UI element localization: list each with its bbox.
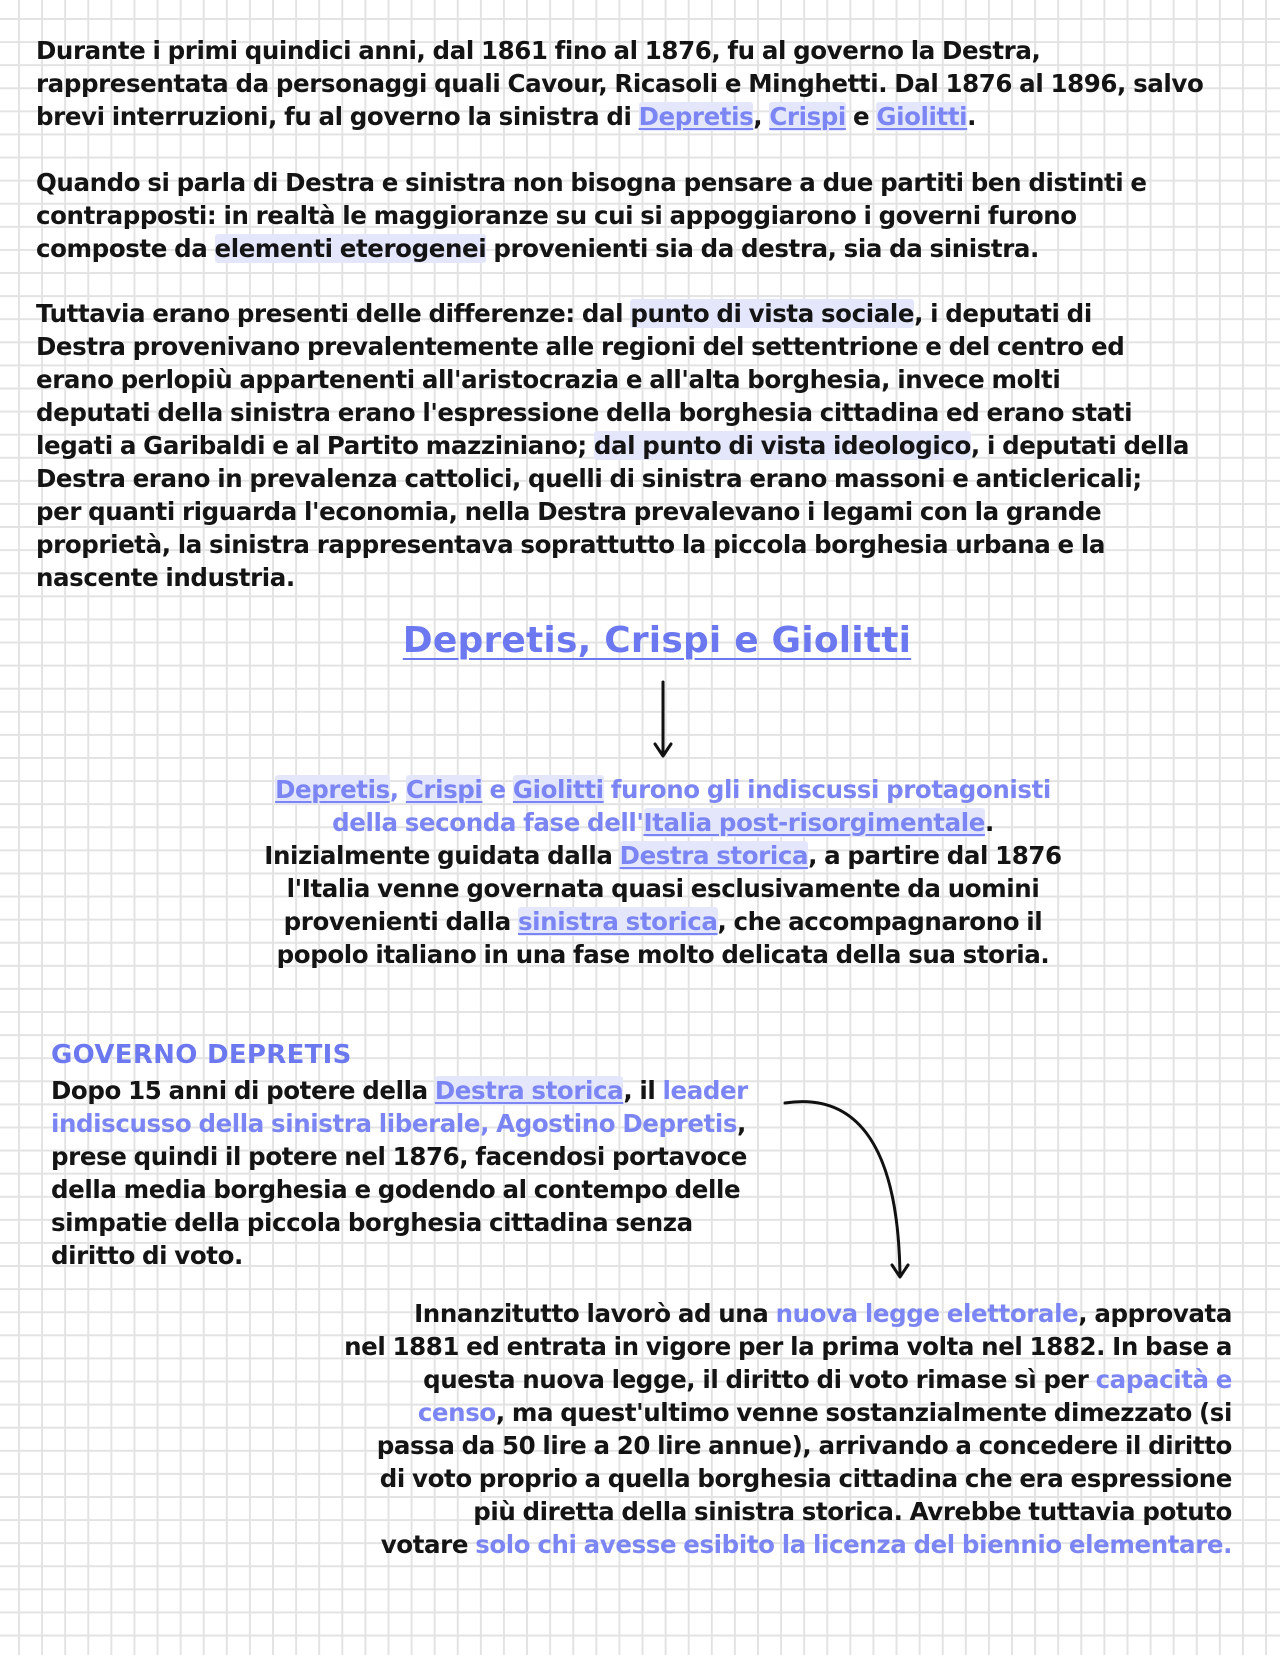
name-crispi: Crispi [769,102,846,131]
text-fragment: nuova legge elettorale [775,1299,1079,1328]
text-fragment: censo [417,1398,496,1427]
text-line [234,905,1092,938]
text-fragment: brevi interruzioni, fu al governo la sinistra di [36,102,639,131]
intro-paragraph-2 [36,166,1147,265]
section-summary [234,773,1092,971]
text-fragment: questa nuova legge, il diritto di voto rimase sì per [423,1365,1096,1394]
text-fragment: provenienti sia da destra, sia da sinistra. [486,234,1039,263]
text-fragment: capacità e [1095,1365,1232,1394]
text-fragment: indiscusso della sinistra liberale, Agostino Depretis [51,1109,738,1138]
text-line [344,1528,1232,1561]
text-fragment: furono gli indiscussi protagonisti [603,775,1051,804]
text-line: più diretta della sinistra storica. Avrebbe tuttavia potuto [473,1497,1232,1526]
text-fragment: provenienti dalla [283,907,518,936]
highlight-destra-storica: Destra storica [434,1076,624,1105]
text-line [36,297,1189,330]
text-fragment: Innanzitutto lavorò ad una [414,1299,776,1328]
text-line: contrapposti: in realtà le maggioranze su cui si appoggiarono i governi furono [36,201,1077,230]
text-fragment: leader [662,1076,748,1105]
intro-paragraph-3 [36,297,1189,594]
text-fragment: e [845,102,877,131]
highlight-elementi-eterogenei: elementi eterogenei [214,234,487,263]
text-line: simpatie della piccola borghesia cittadina senza [51,1208,693,1237]
highlight-punto-vista-ideologico: dal punto di vista ideologico [593,431,971,460]
text-fragment: della seconda fase dell' [332,808,644,837]
text-line [36,232,1147,265]
text-line [234,773,1092,806]
text-fragment: , i deputati di [914,299,1092,328]
text-line: l'Italia venne governata quasi esclusivamente da uomini [286,874,1040,903]
curved-arrow-icon [780,1095,920,1285]
text-line: rappresentata da personaggi quali Cavour, Ricasoli e Minghetti. Dal 1876 al 1896, salvo [36,69,1204,98]
text-line: popolo italiano in una fase molto delicata della sua storia. [276,940,1050,969]
text-fragment: Inizialmente guidata dalla [264,841,620,870]
name-crispi: Crispi [405,775,483,804]
text-line: Quando si parla di Destra e sinistra non bisogna pensare a due partiti ben distinti e [36,168,1147,197]
text-line: Destra erano in prevalenza cattolici, quelli di sinistra erano massoni e anticlericali; [36,464,1142,493]
text-fragment: e [482,775,513,804]
text-line [344,1396,1232,1429]
text-fragment: , che accompagnarono il [717,907,1043,936]
text-line: Destra provenivano prevalentemente alle regioni del settentrione e del centro ed [36,332,1125,361]
text-line [234,839,1092,872]
text-fragment: Tuttavia erano presenti delle differenze: dal [36,299,631,328]
down-arrow-icon [640,680,686,762]
text-line [36,429,1189,462]
text-fragment: , approvata [1078,1299,1232,1328]
text-fragment: . [967,102,977,131]
highlight-punto-vista-sociale: punto di vista sociale [630,299,915,328]
text-line [344,1297,1232,1330]
text-line [36,100,1203,133]
name-depretis: Depretis [638,102,754,131]
text-line [234,806,1092,839]
highlight-sinistra-storica: sinistra storica [517,907,718,936]
text-line: erano perlopiù appartenenti all'aristocrazia e all'alta borghesia, invece molti [36,365,1061,394]
text-fragment: solo chi avesse esibito la licenza del biennio elementare. [475,1530,1232,1559]
text-fragment: Dopo 15 anni di potere della [51,1076,435,1105]
governo-depretis-title: GOVERNO DEPRETIS [51,1040,352,1070]
highlight-destra-storica: Destra storica [619,841,809,870]
name-giolitti: Giolitti [876,102,968,131]
name-depretis: Depretis [275,775,390,804]
text-line: nascente industria. [36,563,295,592]
text-fragment: , [737,1109,746,1138]
text-line: deputati della sinistra erano l'espressione della borghesia cittadina ed erano stati [36,398,1133,427]
governo-paragraph-1 [51,1074,748,1272]
text-line [51,1074,748,1107]
text-line: passa da 50 lire a 20 lire annue), arrivando a concedere il diritto [376,1431,1232,1460]
text-fragment: , a partire dal 1876 [808,841,1062,870]
text-line: di voto proprio a quella borghesia cittadina che era espressione [379,1464,1232,1493]
governo-paragraph-2 [344,1297,1232,1561]
text-line: proprietà, la sinistra rappresentava soprattutto la piccola borghesia urbana e la [36,530,1106,559]
text-fragment: , [389,775,406,804]
intro-paragraph-1 [36,34,1203,133]
text-line: per quanti riguarda l'economia, nella Destra prevalevano i legami con la grande [36,497,1102,526]
text-fragment: legati a Garibaldi e al Partito mazziniano; [36,431,594,460]
section-heading: Depretis, Crispi e Giolitti [402,620,912,661]
text-line [344,1363,1232,1396]
text-line: Durante i primi quindici anni, dal 1861 fino al 1876, fu al governo la Destra, [36,36,1041,65]
text-fragment: , ma quest'ultimo venne sostanzialmente dimezzato (si [495,1398,1232,1427]
name-giolitti: Giolitti [512,775,604,804]
text-line: diritto di voto. [51,1241,243,1270]
text-line: della media borghesia e godendo al contempo delle [51,1175,741,1204]
text-fragment: composte da [36,234,215,263]
text-line [51,1107,748,1140]
text-line: prese quindi il potere nel 1876, facendosi portavoce [51,1142,748,1171]
text-line: nel 1881 ed entrata in vigore per la prima volta nel 1882. In base a [344,1332,1232,1361]
text-fragment: , i deputati della [970,431,1189,460]
highlight-italia-post-risorgimentale: Italia post-risorgimentale [643,808,985,837]
text-fragment: , il [623,1076,663,1105]
text-fragment: votare [380,1530,476,1559]
text-fragment: . [984,808,994,837]
text-fragment: , [753,102,770,131]
